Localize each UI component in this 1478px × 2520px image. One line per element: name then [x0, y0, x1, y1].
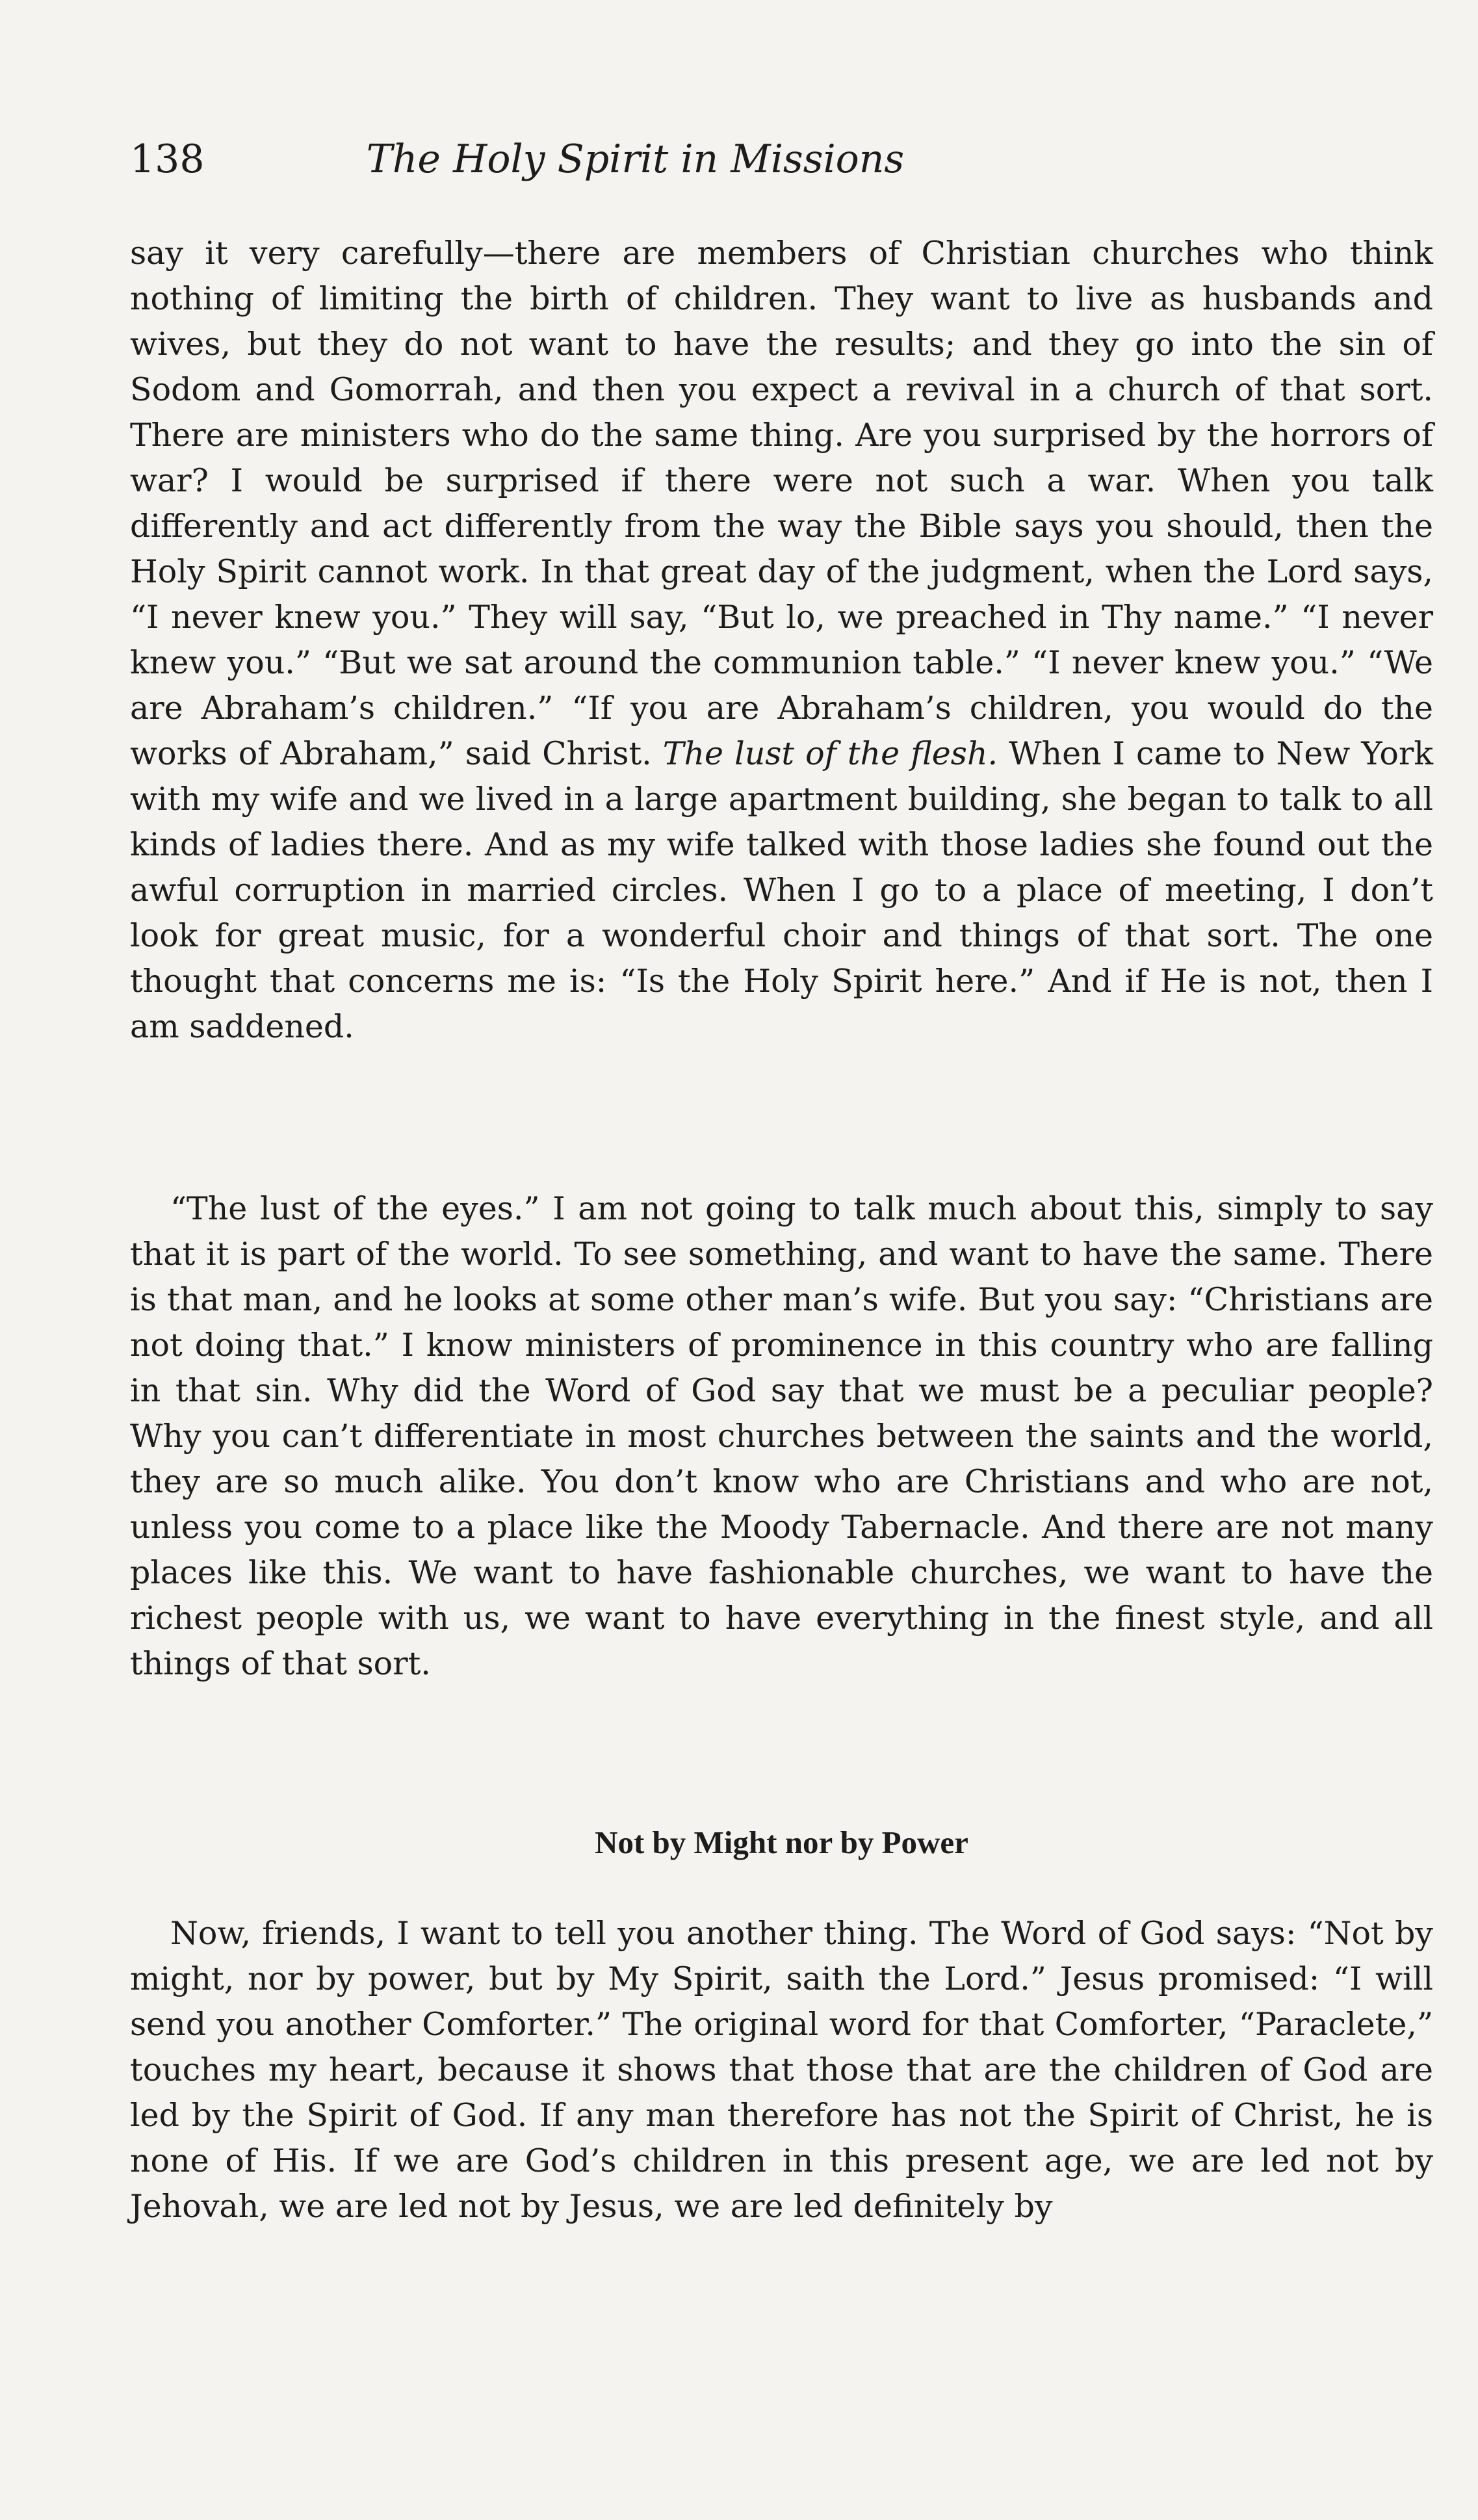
paragraph-1	[130, 231, 1433, 1050]
paragraph-1-text	[130, 231, 1433, 1050]
paragraph-3-text: Now, friends, I want to tell you another thing. The Word of God says: “Not by might, nor by power, but by My Spirit, saith the Lord.” Jesus promised: “I will send you another Comforter.” The original word for that Comforter, “Paraclete,” touches my heart, because it shows that those that are the children of God are led by the Spirit of God. If any man therefore has not the Spirit of Christ, he is none of His. If we are God’s children in this present age, we are led not by Jehovah, we are led not by Jesus, we are led definitely by	[130, 1915, 1433, 2225]
section-heading: Not by Might nor by Power	[595, 1825, 968, 1860]
running-title: The Holy Spirit in Missions	[366, 136, 905, 182]
page-number: 138	[130, 136, 205, 182]
page-header	[130, 130, 1141, 188]
paragraph-2	[130, 1186, 1433, 1687]
paragraph-1-italic-phrase: The lust of the flesh.	[662, 735, 998, 772]
paragraph-1-part-a: say it very carefully—there are members of Christian churches who think nothing of limiting the birth of children. They want to live as husbands and wives, but they do not want to have the results; and they go into the sin of Sodom and Gomorrah, and then you expect a revival in a church of that sort. There are ministers who do the same thing. Are you surprised by the horrors of war? I would be surprised if there were not such a war. When you talk differently and act differently from the way the Bible says you should, then the Holy Spirit cannot work. In that great day of the judgment, when the Lord says, “I never knew you.” They will say, “But lo, we preached in Thy name.” “I never knew you.” “But we sat around the communion table.” “I never knew you.” “We are Abraham’s children.” “If you are Abraham’s children, you would do the works of Abraham,” said Christ.	[130, 235, 1433, 772]
paragraph-3	[130, 1911, 1433, 2229]
paragraph-2-text: “The lust of the eyes.” I am not going to talk much about this, simply to say that it is part of the world. To see something, and want to have the same. There is that man, and he looks at some other man’s wife. But you say: “Christians are not doing that.” I know ministers of prominence in this country who are falling in that sin. Why did the Word of God say that we must be a peculiar people? Why you can’t differentiate in most churches between the saints and the world, they are so much alike. You don’t know who are Christians and who are not, unless you come to a place like the Moody Tabernacle. And there are not many places like this. We want to have fashionable churches, we want to have the richest people with us, we want to have everything in the finest style, and all things of that sort.	[130, 1190, 1433, 1682]
paragraph-1-part-b: When I came to New York with my wife and we lived in a large apartment building, she began to talk to all kinds of ladies there. And as my wife talked with those ladies she found out the awful corruption in married circles. When I go to a place of meeting, I don’t look for great music, for a wonderful choir and things of that sort. The one thought that concerns me is: “Is the Holy Spirit here.” And if He is not, then I am saddened.	[130, 735, 1434, 1045]
